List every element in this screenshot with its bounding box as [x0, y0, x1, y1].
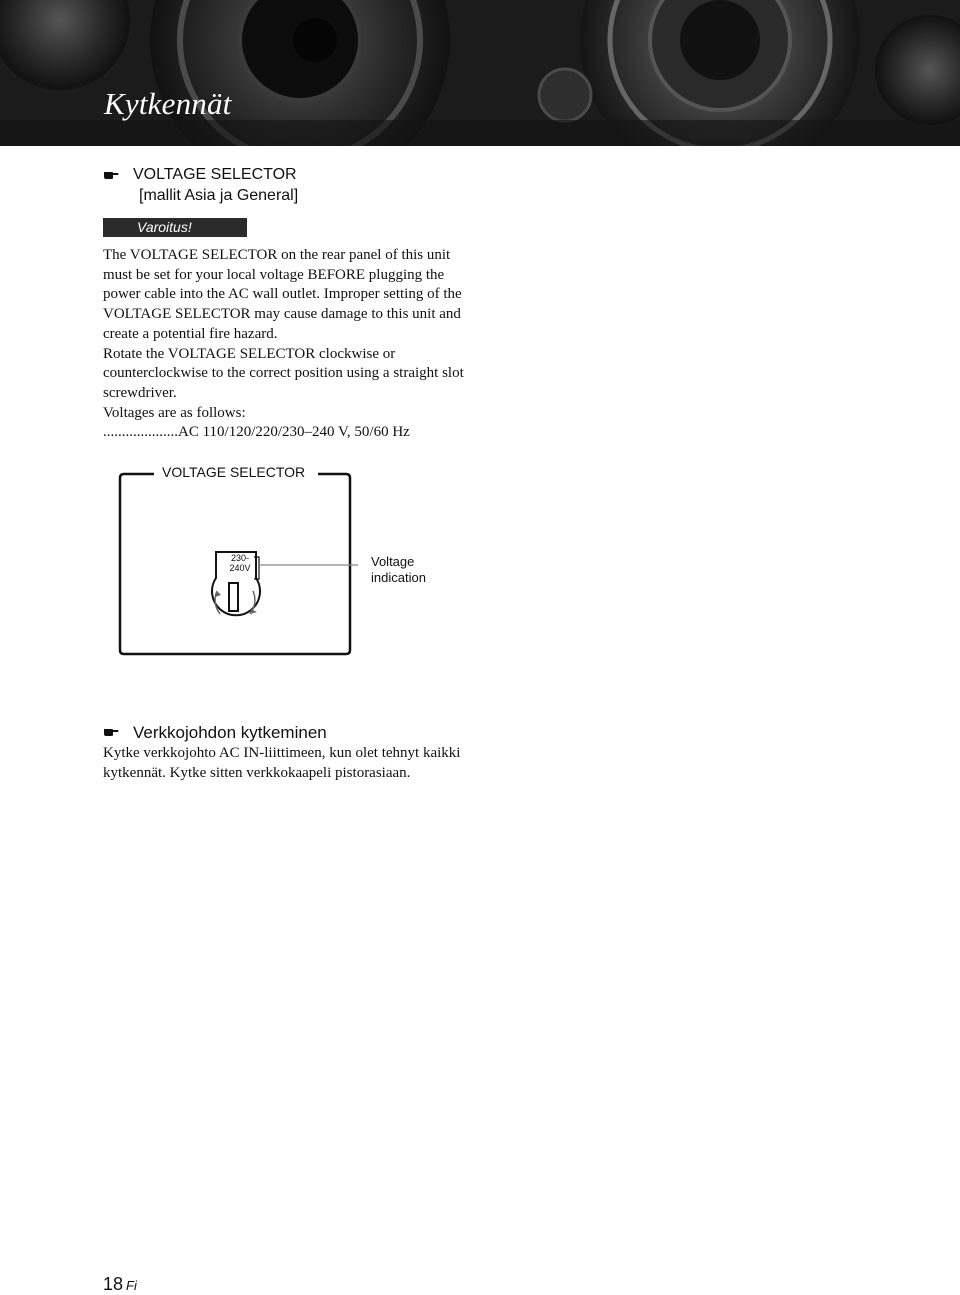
paragraph: Voltages are as follows: [103, 404, 246, 421]
paragraph: The VOLTAGE SELECTOR on the rear panel of this unit must be set for your local voltage BEFORE plugging the power cable into the AC wall outlet. Improper setting of the VOLTAGE SELECTOR may cause damage to this unit and create a potential fire hazard. [103, 247, 462, 342]
header-banner [0, 0, 960, 146]
page-title: Kytkennät [104, 86, 232, 121]
banner-photo [0, 0, 960, 146]
voltage-instructions [103, 246, 483, 443]
screw-slot [229, 583, 238, 611]
dial-label-line-1: 230- [230, 553, 249, 563]
dial-label-line-2: 240V [229, 563, 251, 573]
warning-badge: Varoitus! [103, 218, 247, 237]
heading-line-1: VOLTAGE SELECTOR [133, 166, 297, 183]
callout-line-1: Voltage [371, 554, 415, 569]
page-number [103, 1274, 137, 1295]
heading-line-2: [mallit Asia ja General] [139, 187, 299, 204]
diagram-title: VOLTAGE SELECTOR [158, 464, 309, 480]
power-cord-instructions [103, 744, 503, 783]
page-number-value: 18 [103, 1274, 124, 1294]
dial-voltage-label [222, 553, 258, 573]
paragraph: Rotate the VOLTAGE SELECTOR clockwise or counterclockwise to the correct position using a straight slot screwdriver. [103, 345, 464, 401]
voltage-indication-callout [371, 554, 461, 586]
heading-text: Verkkojohdon kytkeminen [133, 723, 327, 742]
voltage-list: ....................AC 110/120/220/230–240 V, 50/60 Hz [103, 424, 410, 441]
paragraph: Kytke verkkojohto AC IN-liittimeen, kun olet tehnyt kaikki kytkennät. Kytke sitten verkkokaapeli pistorasiaan. [103, 745, 461, 781]
pointing-hand-icon [103, 170, 119, 180]
pointing-hand-icon [103, 727, 119, 737]
language-code: Fi [126, 1278, 137, 1293]
callout-line-2: indication [371, 570, 426, 585]
